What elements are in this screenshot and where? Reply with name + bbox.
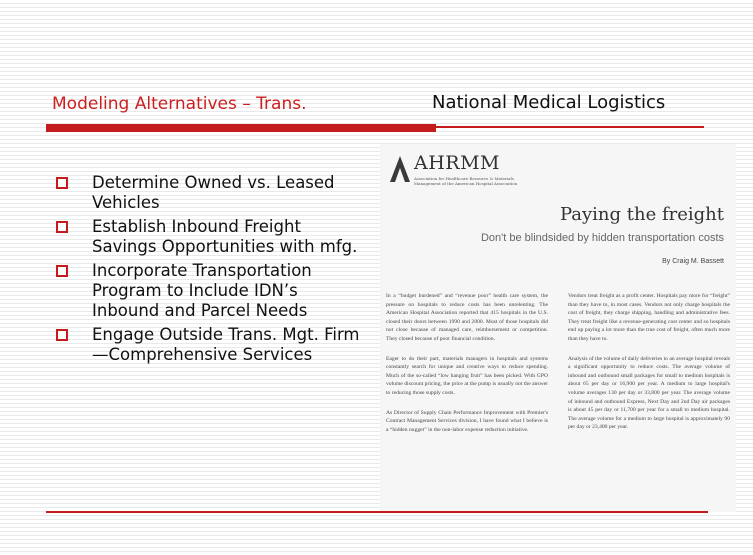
article-paragraph: In a “budget burdened” and “revenue poor” health care system, the pressure on hospitals to reduce costs has been unrelenting. The American Hospital Association reported that 415 hospitals in the U.S. closed their doors between 1990 and 2000. Most of those hospitals did not close because of managed care, reimbursement or competition. They closed because of poor financial condition. bbox=[386, 293, 548, 342]
hollow-square-bullet-icon bbox=[56, 265, 68, 277]
article-paragraph: Vendors treat freight as a profit center. Hospitals pay more for “freight” than they have to, in most cases. Vendors not only charge hospitals the cost of freight, they charge shipping, handling and administrative fees. They treat freight like a revenue-generating cost center and so hospitals end up paying a lot more than the true cost of freight, often much more than they have to. bbox=[568, 293, 730, 342]
hollow-square-bullet-icon bbox=[56, 177, 68, 189]
bullet-item bbox=[56, 217, 366, 257]
bullet-text: Establish Inbound Freight Savings Opportunities with mfg. bbox=[92, 217, 358, 256]
footer-divider bbox=[46, 511, 708, 513]
bullet-item bbox=[56, 173, 366, 213]
bullet-text: Engage Outside Trans. Mgt. Firm—Comprehensive Services bbox=[92, 325, 360, 364]
article-byline: By Craig M. Bassett bbox=[662, 258, 724, 265]
bullet-item bbox=[56, 325, 366, 365]
logo-text: AHRMM bbox=[414, 152, 501, 174]
hollow-square-bullet-icon bbox=[56, 329, 68, 341]
hollow-square-bullet-icon bbox=[56, 221, 68, 233]
bullet-item bbox=[56, 261, 366, 321]
article-title: Paying the freight bbox=[559, 204, 724, 225]
article-subtitle: Don't be blindsided by hidden transportation costs bbox=[480, 232, 724, 244]
ahrmm-logo-mark-icon bbox=[388, 154, 412, 184]
bullet-text: Incorporate Transportation Program to Include IDN’s Inbound and Parcel Needs bbox=[92, 261, 312, 320]
slide-title: Modeling Alternatives – Trans. bbox=[52, 94, 307, 114]
bullet-list bbox=[56, 173, 366, 369]
article-paragraph: Eager to do their part, materials managers in hospitals and systems constantly search for unique and creative ways to reduce spending. Much of the so-called “low hanging fruit” has been picked. With GPO volume discount pricing, the price at the pump is usually not the answer to reducing those supply costs. bbox=[386, 355, 548, 396]
title-underline-thick bbox=[46, 124, 436, 132]
article-column-left bbox=[386, 292, 548, 445]
article-image bbox=[380, 144, 736, 512]
title-underline-thin bbox=[436, 126, 704, 128]
logo-subtext: Association for Healthcare Resource & Materials Management of the American Hospital Association bbox=[414, 176, 518, 186]
article-paragraph: Analysis of the volume of daily deliveries to an average hospital reveals a significant opportunity to reduce costs. The average volume of inbound and outbound small packages for small to medium hospitals is about 65 per day or 16,900 per year. A medium to large hospital's volume averages 130 per day or 33,800 per year. The average volume of inbound and outbound Express, Next Day and 2nd Day air packages is about 45 per day or 11,700 per year for a small to medium hospital. The average volume for a medium to large hospital is approximately 90 per day or 23,400 per year. bbox=[568, 355, 730, 431]
article-column-right bbox=[568, 292, 730, 443]
article-paragraph: As Director of Supply Chain Performance Improvement with Premier's Contract Management Services division, I have found what I believe is a “hidden nugget” in the non-labor expense reduction initiative. bbox=[386, 409, 548, 433]
slide-subtitle: National Medical Logistics bbox=[432, 92, 666, 113]
bullet-text: Determine Owned vs. Leased Vehicles bbox=[92, 173, 335, 212]
